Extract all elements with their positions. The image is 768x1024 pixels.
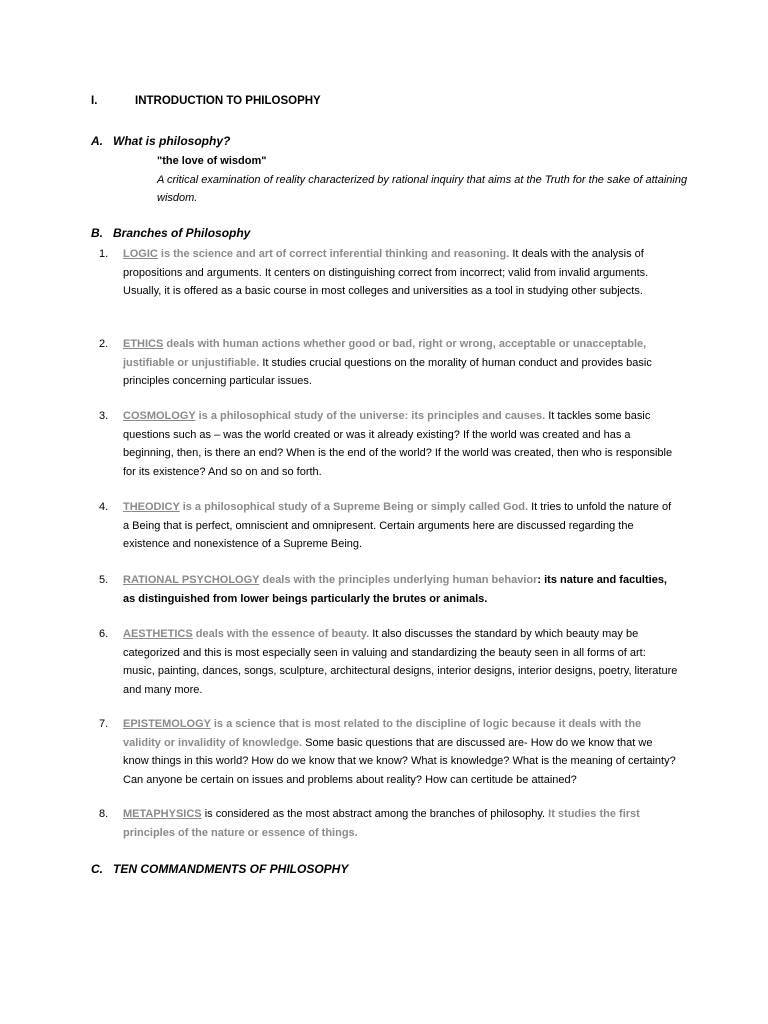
branch-gray-text: deals with the essence of beauty.	[192, 628, 370, 640]
part-c-heading	[91, 862, 348, 876]
part-b-heading	[91, 226, 250, 240]
branch-plain-text: It studies crucial questions on the morality of human conduct and provides basic principles concerning particular issues.	[123, 356, 652, 387]
branch-plain-text: is considered as the most abstract among the branches of philosophy.	[201, 808, 546, 820]
branch-gray-text: is the science and art of correct inferential thinking and reasoning.	[157, 248, 510, 260]
section-number: I.	[91, 95, 98, 107]
branch-term: EPISTEMOLOGY	[123, 718, 211, 730]
branch-gray-text: is a science that is most related to the discipline of logic because it deals with the validity or invalidity of knowledge.	[123, 718, 642, 749]
branch-gray-text: is a philosophical study of the universe: its principles and causes.	[195, 410, 546, 422]
part-c-title: TEN COMMANDMENTS OF PHILOSOPHY	[113, 862, 349, 876]
item-number: 6.	[99, 628, 109, 640]
branch-plain-text: It deals with the analysis of propositions and arguments. It centers on distinguishing correct from incorrect; valid from invalid arguments. Usually, it is offered as a basic course in most colleges and universities as a tool in studying other subjects.	[123, 248, 649, 297]
part-a-heading	[91, 134, 230, 148]
philosophy-definition	[157, 152, 697, 208]
branch-gray-text: is a philosophical study of a Supreme Being or simply called God.	[179, 501, 529, 513]
item-text	[123, 407, 679, 481]
item-number: 1.	[99, 248, 109, 260]
part-c-letter: C.	[91, 862, 103, 876]
branch-gray-text: deals with the principles underlying human behavior	[259, 574, 538, 586]
branch-term: THEODICY	[123, 501, 180, 513]
definition-quote: "the love of wisdom"	[157, 155, 267, 167]
item-number: 4.	[99, 501, 109, 513]
item-number: 7.	[99, 718, 109, 730]
part-a-letter: A.	[91, 134, 103, 148]
branch-plain-text: It tries to unfold the nature of a Being that is perfect, omniscient and omnipresent. Certain arguments here are discussed regarding the existence and nonexistence of a Supreme Being.	[123, 501, 672, 550]
part-b-letter: B.	[91, 226, 103, 240]
branch-term: AESTHETICS	[123, 628, 193, 640]
branch-bold-text: : its nature and faculties, as distinguished from lower beings particularly the brutes or animals.	[123, 574, 667, 605]
branch-gray-text: deals with human actions whether good or bad, right or wrong, acceptable or unacceptable, justifiable or unjustifiable.	[123, 338, 647, 369]
branch-term: COSMOLOGY	[123, 410, 196, 422]
item-text	[123, 805, 679, 842]
branch-gray-tail-text: It studies the first principles of the nature or essence of things.	[123, 808, 640, 839]
section-title: INTRODUCTION TO PHILOSOPHY	[135, 95, 321, 107]
definition-text: A critical examination of reality characterized by rational inquiry that aims at the Truth for the sake of attaining wisdom.	[157, 173, 688, 204]
item-text	[123, 625, 679, 699]
item-text	[123, 715, 679, 789]
item-number: 3.	[99, 410, 109, 422]
branch-term: METAPHYSICS	[123, 808, 202, 820]
item-number: 2.	[99, 338, 109, 350]
item-number: 5.	[99, 574, 109, 586]
branch-term: LOGIC	[123, 248, 158, 260]
part-a-title: What is philosophy?	[113, 134, 231, 148]
part-b-title: Branches of Philosophy	[113, 226, 251, 240]
item-text	[123, 571, 679, 608]
branch-plain-text: Some basic questions that are discussed are- How do we know that we know things in this world? How do we know that we know? What is knowledge? What is the meaning of certainty? Can anyone be certain on issues and problems about reality? How can certitude be attained?	[123, 736, 676, 786]
branch-plain-text: It tackles some basic questions such as – was the world created or was it already existing? If the world was created and has a beginning, then, is there an end? When is the end of the world? If the world was created, then who is responsible for its existence? And so on and so forth.	[123, 410, 673, 478]
item-text	[123, 245, 679, 301]
branch-term: ETHICS	[123, 338, 164, 350]
item-text	[123, 498, 679, 554]
branch-term: RATIONAL PSYCHOLOGY	[123, 574, 260, 586]
item-number: 8.	[99, 808, 109, 820]
item-text	[123, 335, 679, 391]
branch-plain-text: It also discusses the standard by which beauty may be categorized and this is most especially seen in valuing and standardizing the beauty seen in all forms of art: music, painting, dances, songs, sculpture, architectural designs, interior designs, interior designs, poetry, literature and many more.	[123, 628, 678, 696]
